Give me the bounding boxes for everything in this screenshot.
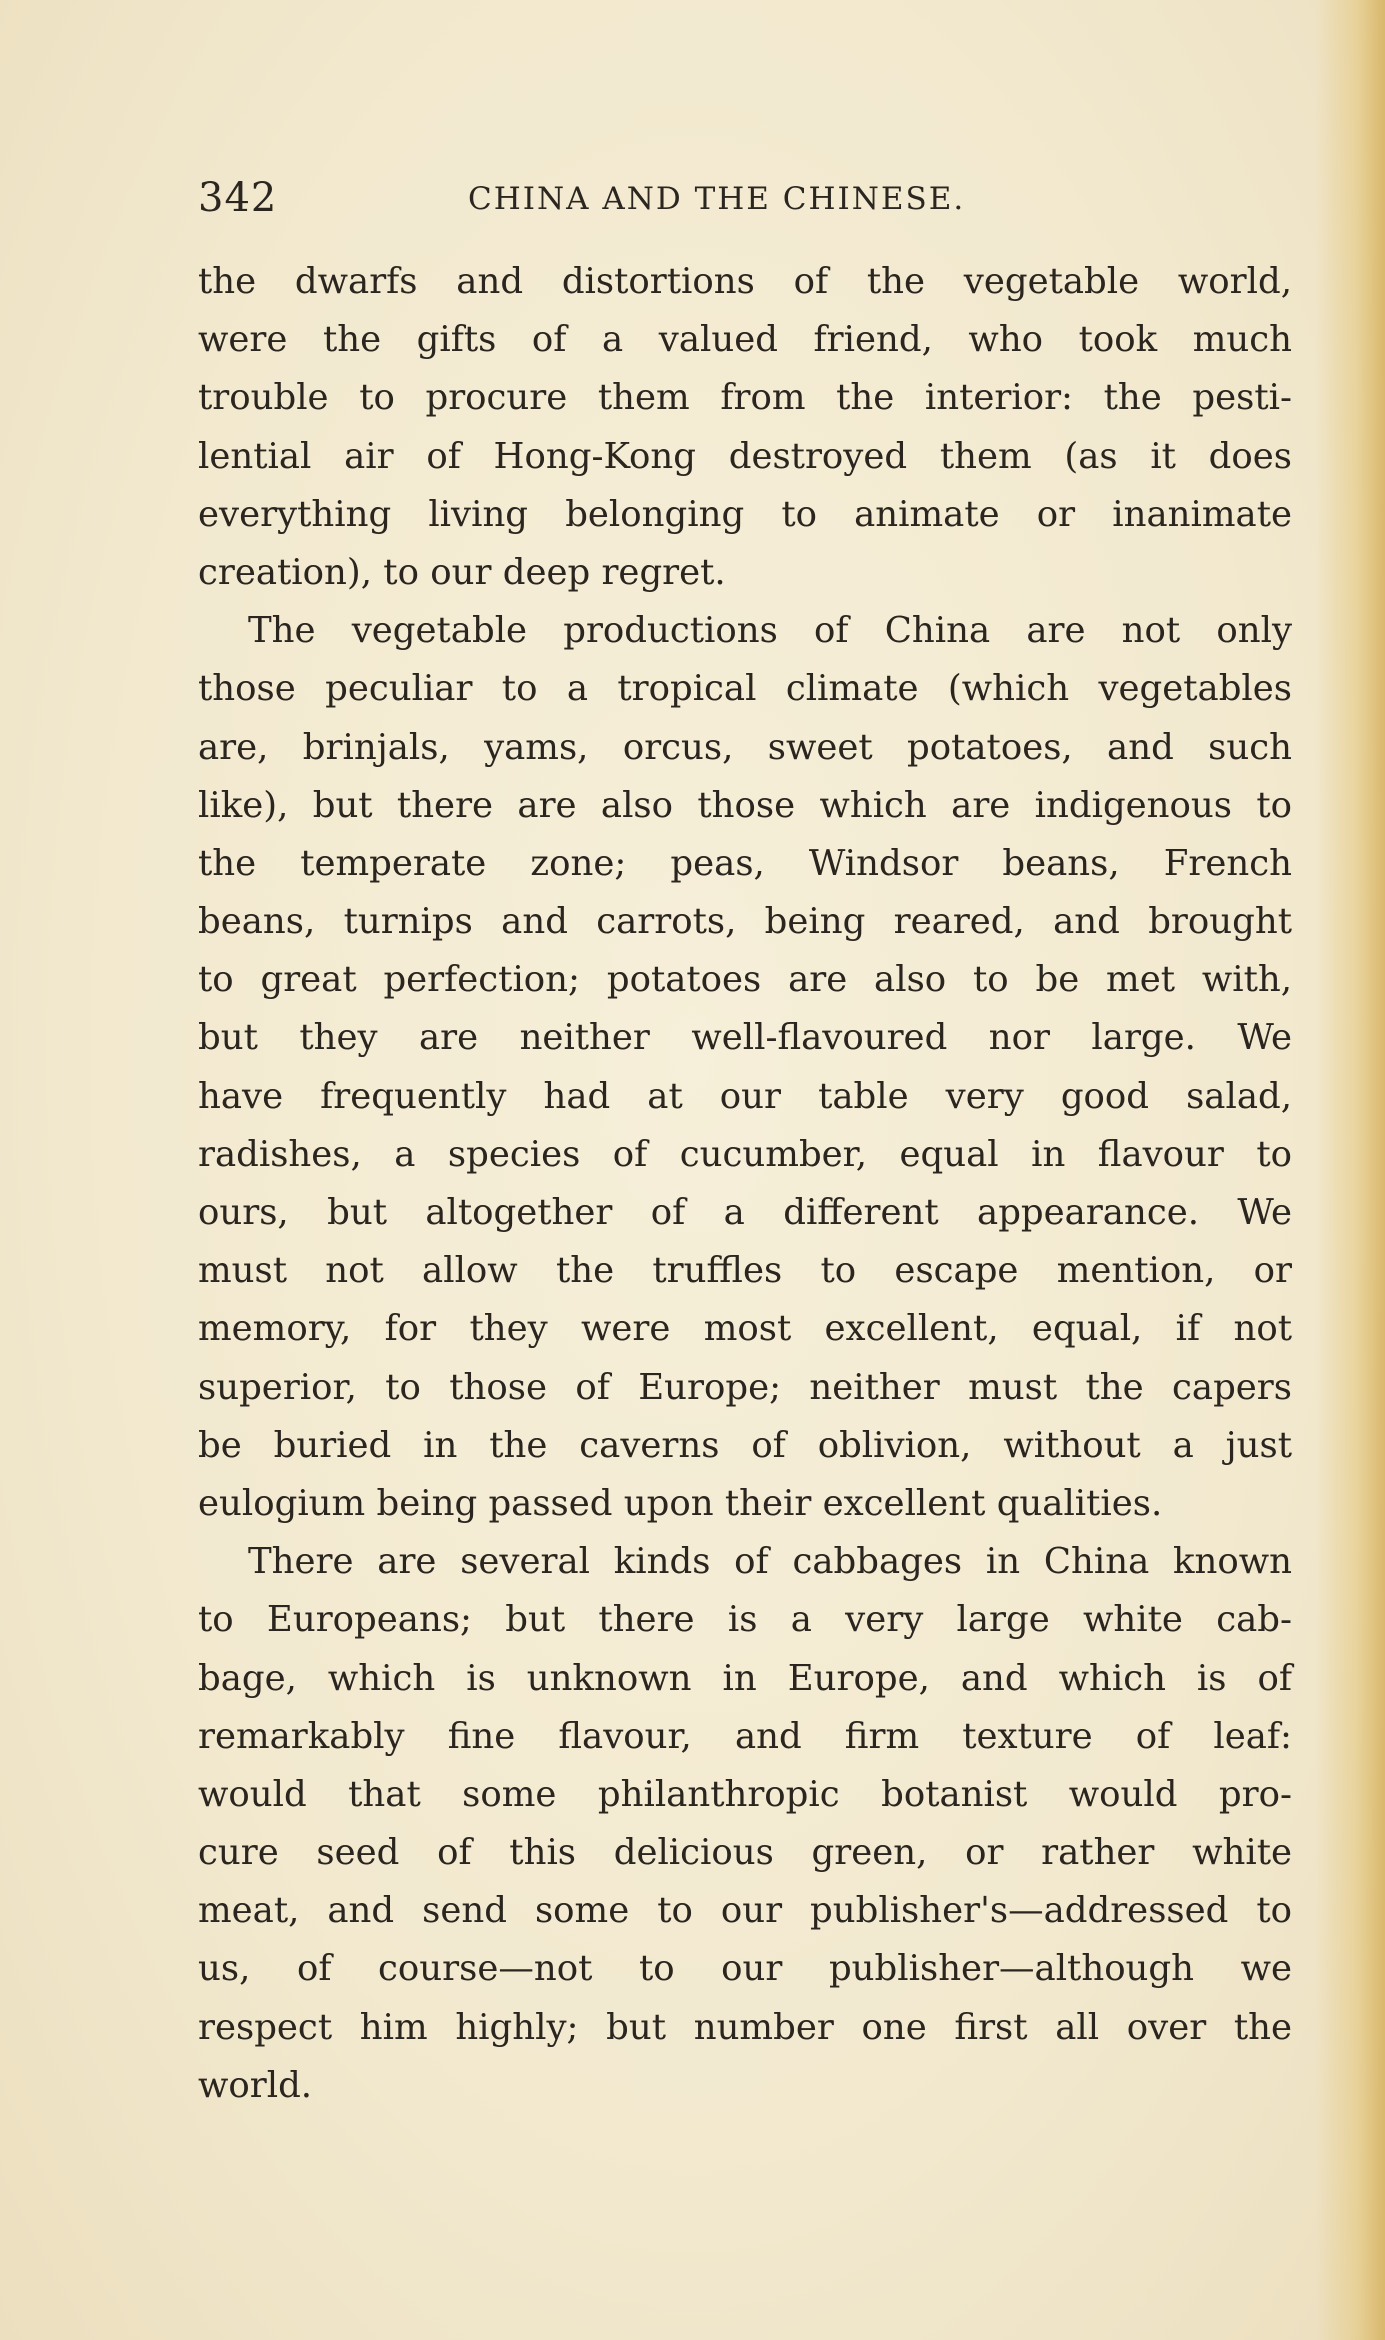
text-line: respect him highly; but number one first all over the xyxy=(198,2006,1292,2048)
running-title: CHINA AND THE CHINESE. xyxy=(468,181,966,217)
page-header xyxy=(198,175,1293,225)
text-line: world. xyxy=(198,2064,313,2106)
text-line: like), but there are also those which are indigenous to xyxy=(198,784,1292,826)
text-line: beans, turnips and carrots, being reared, and brought xyxy=(198,901,1292,943)
text-line: but they are neither well-flavoured nor large. We xyxy=(198,1017,1292,1059)
text-line: us, of course—not to our publisher—although we xyxy=(198,1948,1292,1990)
text-line: superior, to those of Europe; neither must the capers xyxy=(198,1366,1292,1408)
text-line: bage, which is unknown in Europe, and which is of xyxy=(198,1657,1292,1699)
text-line: to Europeans; but there is a very large white cab- xyxy=(198,1599,1292,1641)
text-line: to great perfection; potatoes are also to be met with, xyxy=(198,959,1292,1001)
text-line: radishes, a species of cucumber, equal in flavour to xyxy=(198,1133,1292,1175)
text-line: would that some philanthropic botanist would pro- xyxy=(198,1773,1292,1815)
paragraph-first-line: The vegetable productions of China are not only xyxy=(248,610,1292,652)
page-number: 342 xyxy=(198,175,278,221)
text-line: trouble to procure them from the interior: the pesti- xyxy=(198,377,1292,419)
text-line: the dwarfs and distortions of the vegetable world, xyxy=(198,261,1292,302)
body-text xyxy=(198,253,1292,2115)
text-line: everything living belonging to animate or inanimate xyxy=(198,493,1292,535)
paragraph-first-line: There are several kinds of cabbages in China known xyxy=(248,1541,1292,1583)
text-line: eulogium being passed upon their excellent qualities. xyxy=(198,1482,1163,1524)
text-line: creation), to our deep regret. xyxy=(198,551,726,593)
text-line: cure seed of this delicious green, or rather white xyxy=(198,1832,1292,1874)
text-line: memory, for they were most excellent, equal, if not xyxy=(198,1308,1292,1350)
text-line: those peculiar to a tropical climate (which vegetables xyxy=(198,668,1292,710)
text-line: are, brinjals, yams, orcus, sweet potatoes, and such xyxy=(198,726,1292,768)
text-line: ours, but altogether of a different appearance. We xyxy=(198,1192,1292,1233)
text-line: have frequently had at our table very good salad, xyxy=(198,1075,1292,1117)
text-line: must not allow the truffles to escape mention, or xyxy=(198,1250,1292,1292)
text-line: were the gifts of a valued friend, who took much xyxy=(198,319,1292,361)
page-edge-shading xyxy=(1315,0,1385,2340)
text-line: lential air of Hong-Kong destroyed them (as it does xyxy=(198,435,1292,477)
text-line: the temperate zone; peas, Windsor beans, French xyxy=(198,842,1292,884)
text-line: meat, and send some to our publisher's—addressed to xyxy=(198,1890,1292,1932)
text-line: remarkably fine flavour, and firm texture of leaf: xyxy=(198,1715,1292,1757)
text-line: be buried in the caverns of oblivion, without a just xyxy=(198,1424,1292,1466)
